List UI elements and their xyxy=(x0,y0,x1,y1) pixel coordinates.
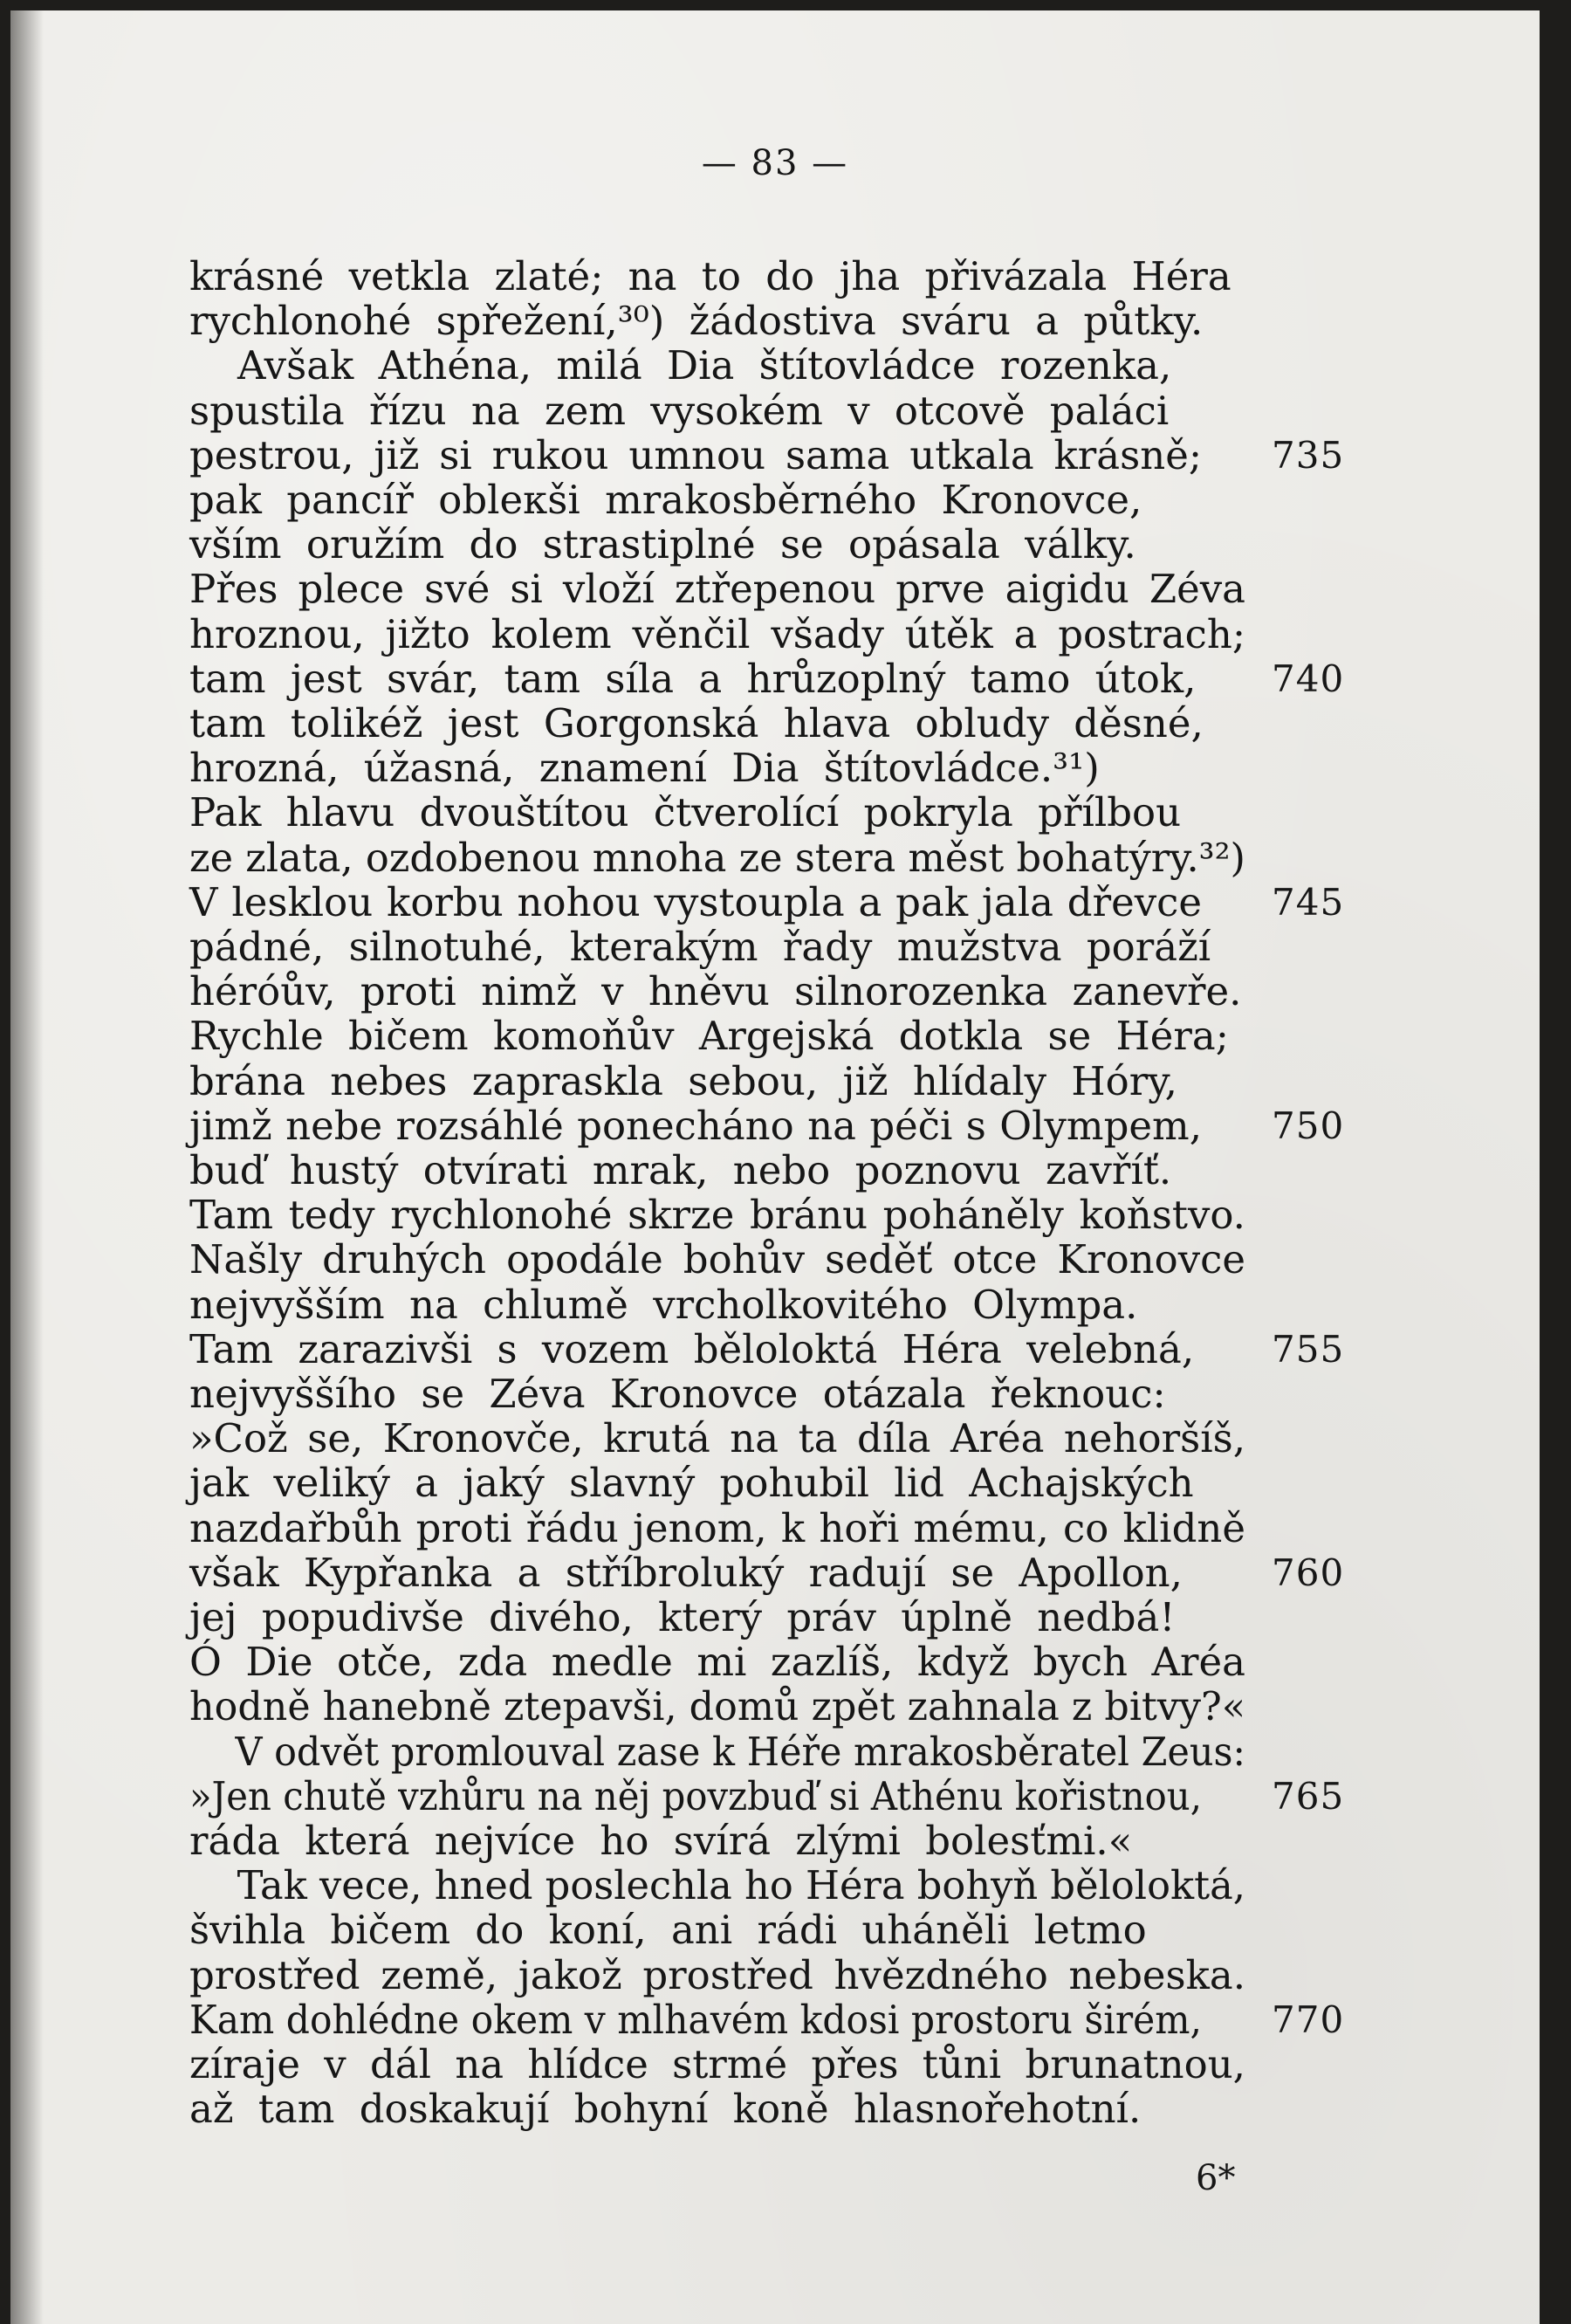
verse-text: V lesklou korbu nohou vystoupla a pak jala dřevce xyxy=(189,878,1202,925)
verse-line xyxy=(189,1372,1542,1416)
verse-line xyxy=(189,1997,1542,2042)
verse-line xyxy=(189,1506,1542,1550)
verse-line xyxy=(189,1684,1542,1729)
verse-text: prostřed země, jakož prostřed hvězdného nebeska. xyxy=(189,1951,1245,1998)
verse-text: pestrou, již si rukou umnou sama utkala krásně; xyxy=(189,431,1202,478)
verse-line xyxy=(189,1819,1542,1863)
verse-line xyxy=(189,657,1542,701)
verse-line xyxy=(189,1461,1542,1505)
verse-text: jimž nebe rozsáhlé ponecháno na péči s Olympem, xyxy=(189,1102,1202,1149)
verse-line xyxy=(189,433,1542,478)
verse-text: však Kypřanka a stříbroluký radují se Apollon, xyxy=(189,1549,1183,1596)
verse-line xyxy=(189,2042,1542,2087)
verse-text: ráda která nejvíce ho svírá zlými bolesťmi.« xyxy=(189,1818,1133,1864)
verse-text: Tam tedy rychlonohé skrze bránu poháněly koňstvo. xyxy=(189,1192,1245,1239)
verse-line xyxy=(189,1729,1542,1774)
verse-line xyxy=(189,1863,1542,1908)
verse-line xyxy=(189,254,1542,299)
verse-line xyxy=(189,1193,1542,1237)
line-number: 770 xyxy=(1272,1997,1345,2041)
signature-mark: 6* xyxy=(1196,2158,1236,2198)
verse-text: krásné vetkla zlaté; na to do jha přivázala Héra xyxy=(189,253,1231,299)
verse-line xyxy=(189,1774,1542,1819)
verse-line xyxy=(189,746,1542,790)
verse-line xyxy=(189,1282,1542,1327)
page-number-header: — 83 — xyxy=(701,143,849,183)
verse-text: zíraje v dál na hlídce strmé přes tůni brunatnou, xyxy=(189,2041,1245,2087)
verse-text: jak veliký a jaký slavný pohubil lid Achajských xyxy=(189,1460,1194,1507)
line-number: 760 xyxy=(1272,1550,1345,1594)
verse-line xyxy=(189,567,1542,611)
verse-line xyxy=(189,1014,1542,1058)
verse-line xyxy=(189,969,1542,1014)
verse-line xyxy=(189,1908,1542,1952)
verse-line xyxy=(189,299,1542,343)
verse-line xyxy=(189,835,1542,880)
verse-text: hodně hanebně ztepavši, domů zpět zahnala z bitvy?« xyxy=(189,1683,1245,1730)
verse-line xyxy=(189,1595,1542,1640)
verse-text: hroznou, jižto kolem věnčil všady útěk a postrach; xyxy=(189,610,1245,657)
verse-text: švihla bičem do koní, ani rádi uháněli letmo xyxy=(189,1907,1147,1954)
line-number: 735 xyxy=(1272,433,1345,477)
verse-text: Tam zarazivši s vozem bělolоktá Héra velebná, xyxy=(189,1325,1195,1372)
verse-text: až tam doskakují bohyní koně hlasnořehotní. xyxy=(189,2086,1142,2133)
verse-text: brána nebes zapraskla sebou, již hlídaly Hóry, xyxy=(189,1057,1177,1104)
verse-line xyxy=(189,388,1542,433)
verse-text: jej popudivše divého, který práv úplně nedbá! xyxy=(189,1594,1176,1640)
verse-text: rychlonohé spřežení,³⁰) žádostiva sváru a půtky. xyxy=(189,298,1204,345)
verse-line xyxy=(189,925,1542,969)
line-number: 740 xyxy=(1272,657,1345,700)
verse-text: spustila řízu na zem vysokém v otcově paláci xyxy=(189,387,1170,434)
verse-text: Pak hlavu dvouštítou čtverolící pokryla přílbou xyxy=(189,789,1182,836)
verse-text: vším oružím do strastiplné se opásala války. xyxy=(189,521,1136,568)
verse-text: Přes plece své si vloží ztřepenou prve aigidu Zéva xyxy=(189,566,1245,613)
verse-text: héróův, proti nimž v hněvu silnorozenka zanevře. xyxy=(189,968,1242,1015)
verse-text: pádné, silnotuhé, kterakým řady mužstva poráží xyxy=(189,924,1211,970)
verse-text: pak pancíř obleкši mrakosběrného Kronovce, xyxy=(189,477,1142,523)
verse-line xyxy=(189,2087,1542,2131)
poem-text-block xyxy=(10,10,1540,2324)
verse-line xyxy=(189,1237,1542,1282)
verse-line xyxy=(189,701,1542,746)
verse-line xyxy=(189,1104,1542,1148)
verse-line xyxy=(189,1550,1542,1595)
verse-line xyxy=(189,522,1542,567)
verse-text: Avšak Athéna, milá Dia štítovládce rozenka, xyxy=(237,342,1172,389)
verse-text: Našly druhých opodále bohův seděť otce Kronovce xyxy=(189,1236,1245,1283)
verse-text: nejvyššího se Zéva Kronovce otázala řeknouc: xyxy=(189,1371,1166,1417)
verse-text: nazdařbůh proti řádu jenom, k hoři mému, co klidně xyxy=(189,1504,1245,1551)
verse-text: »Jen chutě vzhůru na něj povzbuď si Athénu kořistnou, xyxy=(189,1772,1202,1819)
line-number: 750 xyxy=(1272,1104,1345,1147)
verse-text: ze zlata, ozdobenou mnoha ze stera měst bohatýry.³²) xyxy=(189,834,1245,881)
line-number: 755 xyxy=(1272,1327,1345,1371)
verse-line xyxy=(189,478,1542,522)
verse-text: Rychle bičem komoňův Argejská dotkla se Héra; xyxy=(189,1013,1229,1060)
verse-line xyxy=(189,1953,1542,1997)
verse-line xyxy=(189,343,1542,388)
verse-text: Kam dohlédne okem v mlhavém kdosi prostoru širém, xyxy=(189,1996,1202,2043)
verse-line xyxy=(189,612,1542,657)
verse-text: »Což se, Kronovče, krutá na ta díla Aréa nehoršíš, xyxy=(189,1415,1245,1462)
verse-text: Ó Die otče, zda medle mi zazlíš, když bych Aréa xyxy=(189,1639,1245,1686)
book-page xyxy=(10,10,1540,2324)
verse-text: Tak vece, hned poslechla ho Héra bohyň bělolоktá, xyxy=(237,1862,1246,1909)
verse-text: V odvět promlouval zase k Héře mrakosběratel Zeus: xyxy=(235,1728,1245,1775)
verse-line xyxy=(189,1148,1542,1193)
verse-line xyxy=(189,790,1542,835)
line-number: 765 xyxy=(1272,1774,1345,1818)
verse-line xyxy=(189,880,1542,925)
verse-text: tam jest svár, tam síla a hrůzoplný tamo útok, xyxy=(189,655,1197,702)
verse-line xyxy=(189,1059,1542,1104)
verse-text: hrozná, úžasná, znamení Dia štítovládce.³¹) xyxy=(189,745,1100,792)
verse-line xyxy=(189,1416,1542,1461)
verse-text: buď hustý otvírati mrak, nebo poznovu zavříť. xyxy=(189,1147,1172,1193)
verse-line xyxy=(189,1327,1542,1372)
verse-text: nejvyšším na chlumě vrcholkovitého Olympa. xyxy=(189,1281,1138,1328)
line-number: 745 xyxy=(1272,880,1345,924)
verse-line xyxy=(189,1640,1542,1684)
verse-text: tam tolikéž jest Gorgonská hlava obludy děsné, xyxy=(189,700,1204,746)
